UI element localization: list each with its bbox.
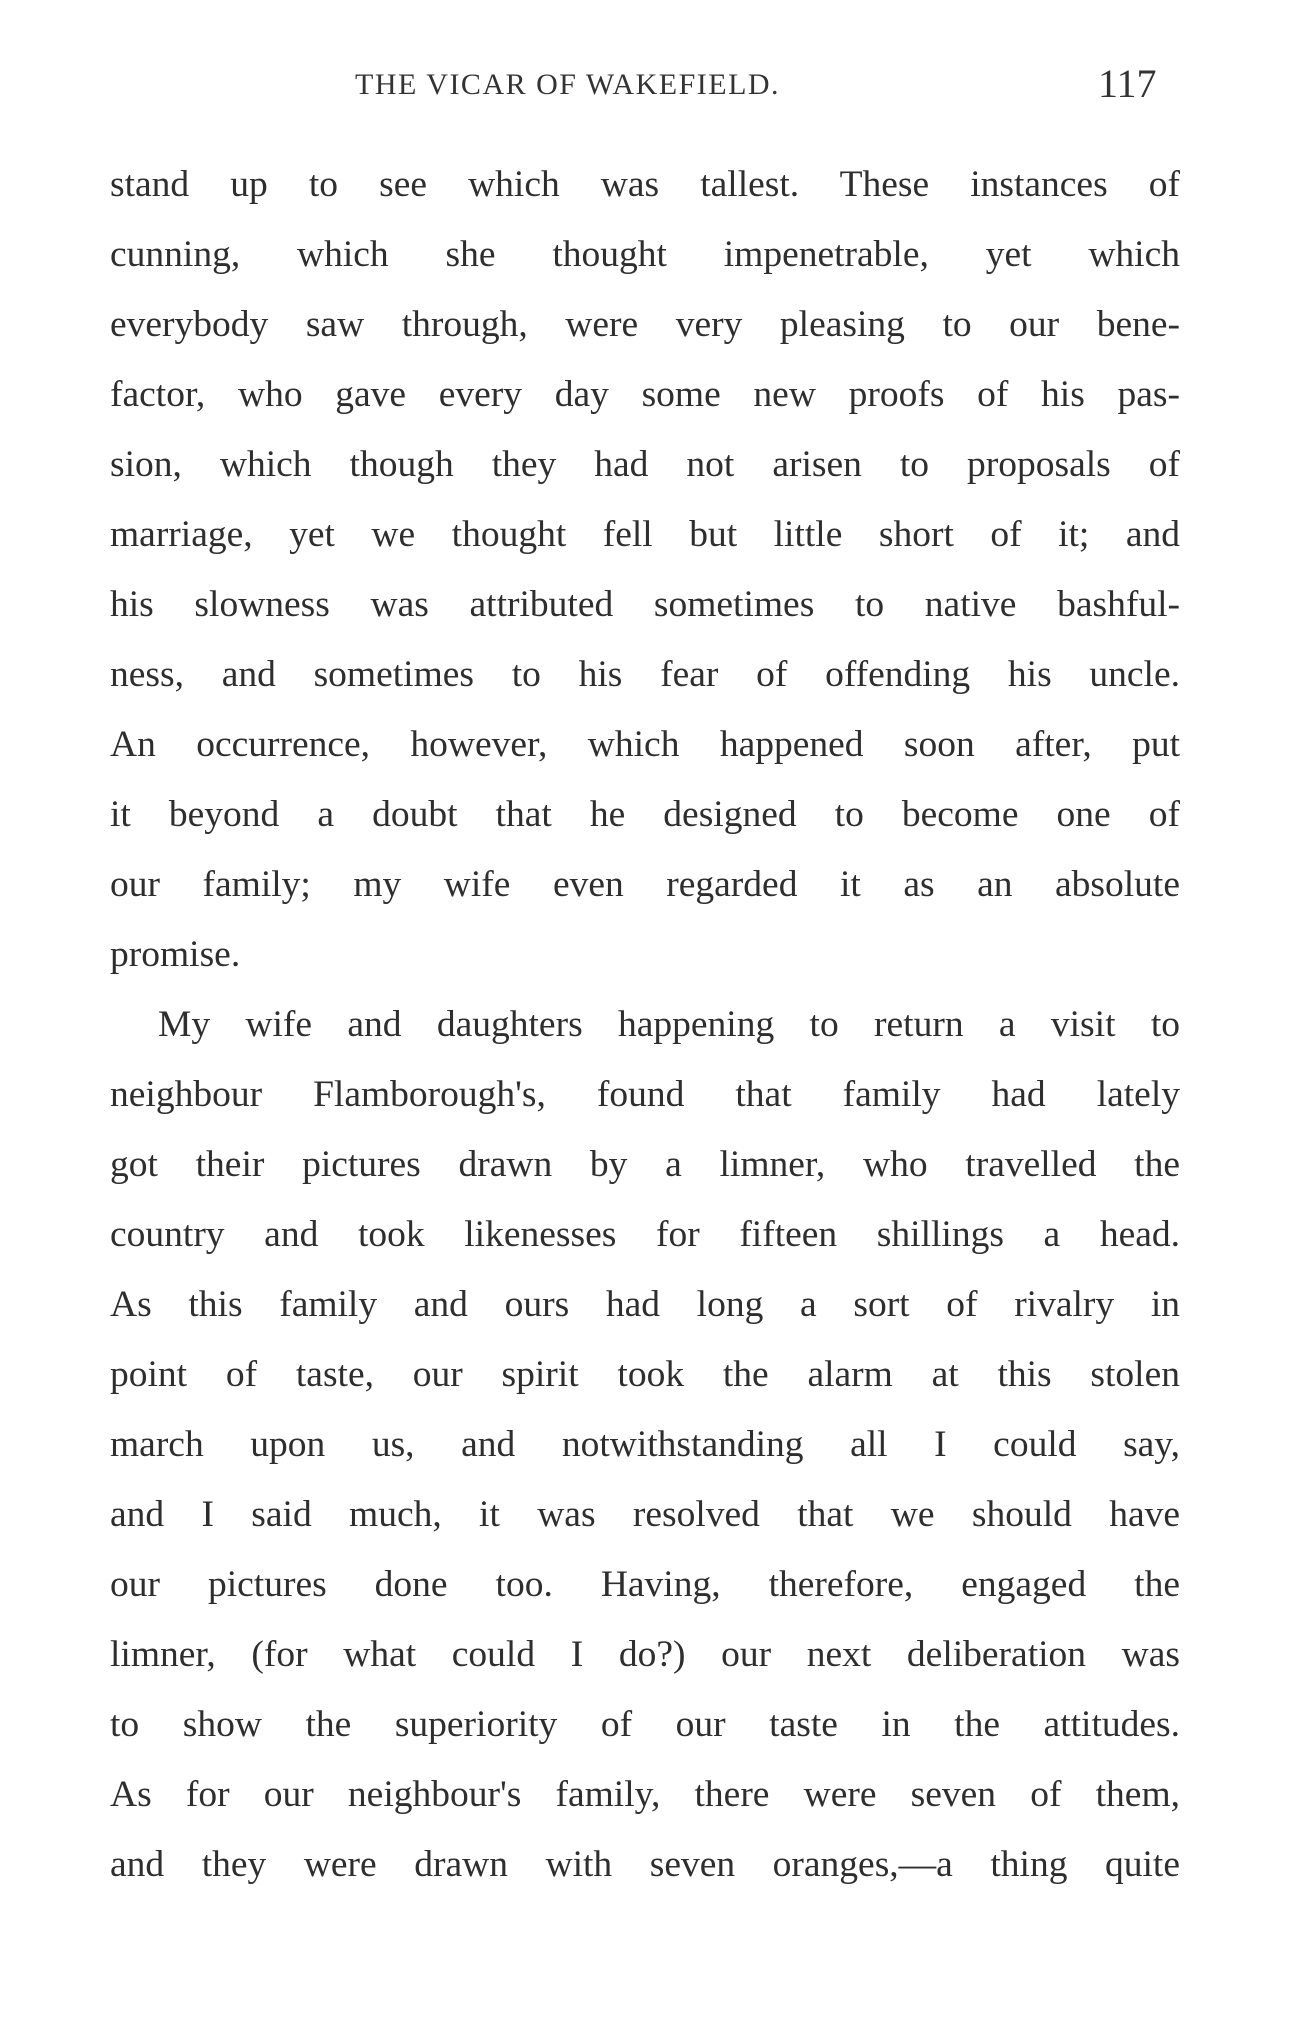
text-line: country and took likenesses for fifteen shillings a head.	[110, 1214, 1180, 1255]
body-text	[110, 150, 1180, 1900]
text-line: stand up to see which was tallest. These instances of	[110, 164, 1180, 205]
text-line: factor, who gave every day some new proofs of his pas-	[110, 374, 1180, 415]
text-line: and I said much, it was resolved that we should have	[110, 1494, 1180, 1535]
text-line: everybody saw through, were very pleasing to our bene-	[110, 304, 1180, 345]
text-line: ness, and sometimes to his fear of offending his uncle.	[110, 654, 1180, 695]
text-line: got their pictures drawn by a limner, who travelled the	[110, 1144, 1180, 1185]
text-line: cunning, which she thought impenetrable, yet which	[110, 234, 1180, 275]
text-line: promise.	[110, 934, 241, 975]
text-line: As this family and ours had long a sort of rivalry in	[110, 1284, 1180, 1325]
text-line: neighbour Flamborough's, found that family had lately	[110, 1074, 1180, 1115]
text-line: our pictures done too. Having, therefore, engaged the	[110, 1564, 1180, 1605]
text-line: march upon us, and notwithstanding all I could say,	[110, 1424, 1180, 1465]
text-line: to show the superiority of our taste in the attitudes.	[110, 1704, 1180, 1745]
text-line: his slowness was attributed sometimes to native bashful-	[110, 584, 1180, 625]
running-title: THE VICAR OF WAKEFIELD.	[355, 68, 781, 101]
text-line: marriage, yet we thought fell but little short of it; and	[110, 514, 1180, 555]
text-line: sion, which though they had not arisen to proposals of	[110, 444, 1180, 485]
running-head	[0, 60, 1293, 110]
text-line: An occurrence, however, which happened soon after, put	[110, 724, 1180, 765]
text-line: point of taste, our spirit took the alarm at this stolen	[110, 1354, 1180, 1395]
text-line: As for our neighbour's family, there were seven of them,	[110, 1774, 1180, 1815]
text-line: it beyond a doubt that he designed to become one of	[110, 794, 1180, 835]
text-line: and they were drawn with seven oranges,—a thing quite	[110, 1844, 1180, 1885]
text-line: our family; my wife even regarded it as an absolute	[110, 864, 1180, 905]
text-line: limner, (for what could I do?) our next deliberation was	[110, 1634, 1180, 1675]
text-line: My wife and daughters happening to return a visit to	[158, 1004, 1180, 1045]
page-number: 117	[1098, 61, 1157, 106]
